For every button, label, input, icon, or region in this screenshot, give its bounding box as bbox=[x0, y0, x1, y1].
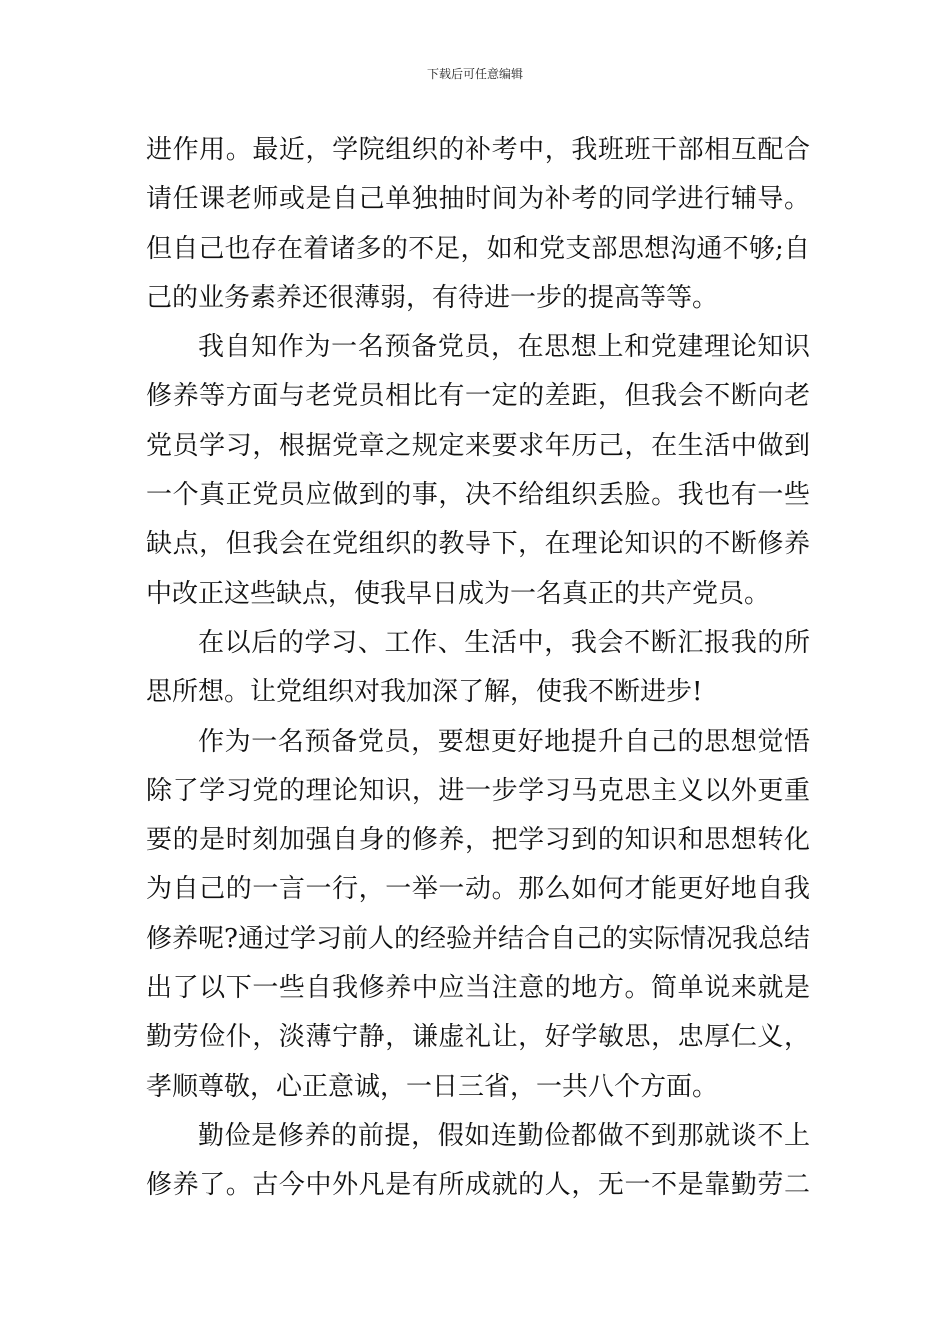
text-line: 修养呢?通过学习前人的经验并结合自己的实际情况我总结 bbox=[146, 923, 810, 954]
text-line: 一个真正党员应做到的事，决不给组织丢脸。我也有一些 bbox=[146, 480, 810, 511]
text-line: 孝顺尊敬，心正意诚，一日三省，一共八个方面。 bbox=[146, 1071, 719, 1102]
text-line: 出了以下一些自我修养中应当注意的地方。简单说来就是 bbox=[146, 973, 810, 1004]
text-line: 勤劳俭仆，淡薄宁静，谦虚礼让，好学敏思，忠厚仁义， bbox=[146, 1022, 810, 1053]
text-line: 作为一名预备党员，要想更好地提升自己的思想觉悟 bbox=[198, 726, 810, 757]
text-line: 进作用。最近，学院组织的补考中，我班班干部相互配合 bbox=[146, 135, 810, 165]
text-line: 为自己的一言一行，一举一动。那么如何才能更好地自我 bbox=[146, 874, 810, 905]
text-line: 我自知作为一名预备党员，在思想上和党建理论知识 bbox=[198, 332, 810, 363]
text-line: 修养了。古今中外凡是有所成就的人，无一不是靠勤劳二 bbox=[146, 1170, 810, 1201]
page-header: 下载后可任意编辑 bbox=[426, 67, 523, 81]
text-line: 要的是时刻加强自身的修养，把学习到的知识和思想转化 bbox=[146, 825, 810, 856]
text-line: 中改正这些缺点，使我早日成为一名真正的共产党员。 bbox=[146, 578, 771, 609]
text-line: 思所想。让党组织对我加深了解，使我不断进步! bbox=[146, 677, 703, 708]
text-line: 请任课老师或是自己单独抽时间为补考的同学进行辅导。 bbox=[146, 184, 810, 215]
text-line: 己的业务素养还很薄弱，有待进一步的提高等等。 bbox=[146, 282, 719, 313]
text-line: 但自己也存在着诸多的不足，如和党支部思想沟通不够;自 bbox=[146, 233, 810, 264]
text-line: 党员学习，根据党章之规定来要求年历己，在生活中做到 bbox=[146, 430, 810, 461]
text-line: 缺点，但我会在党组织的教导下，在理论知识的不断修养 bbox=[146, 529, 810, 560]
text-line: 修养等方面与老党员相比有一定的差距，但我会不断向老 bbox=[146, 381, 810, 412]
text-line: 勤俭是修养的前提，假如连勤俭都做不到那就谈不上 bbox=[198, 1120, 810, 1151]
text-line: 在以后的学习、工作、生活中，我会不断汇报我的所 bbox=[198, 627, 810, 658]
text-line: 除了学习党的理论知识，进一步学习马克思主义以外更重 bbox=[146, 775, 810, 806]
document-body bbox=[146, 126, 810, 1211]
